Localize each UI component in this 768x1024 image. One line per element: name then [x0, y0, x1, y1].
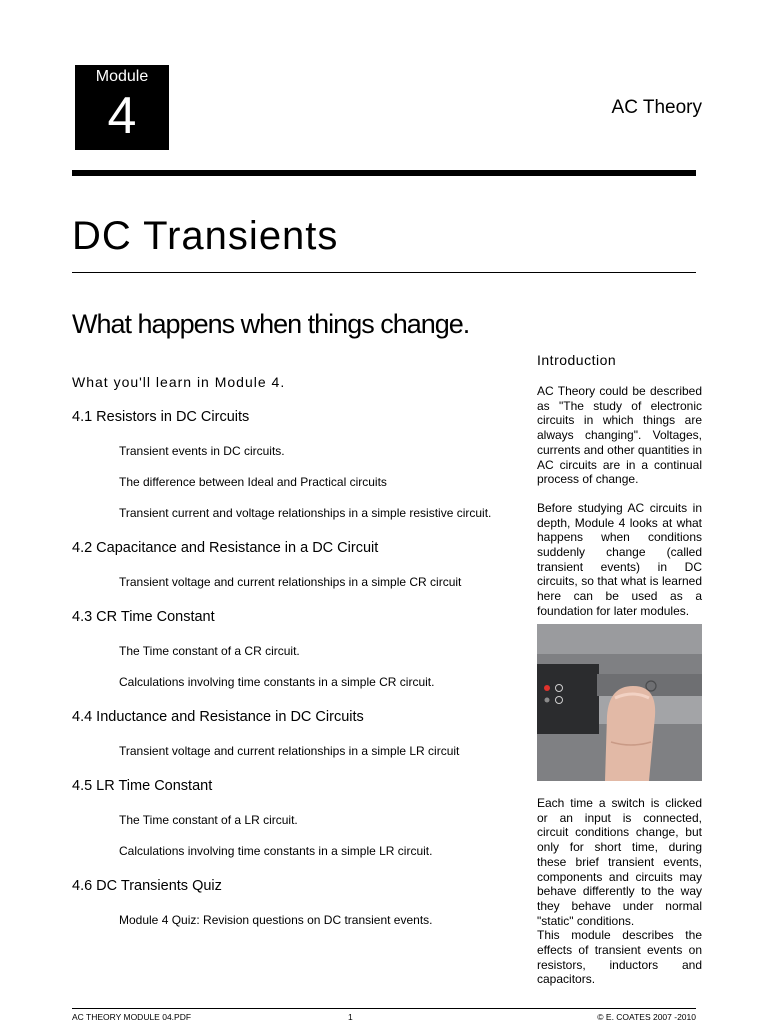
footer-page-number: 1 [348, 1012, 353, 1022]
section-item: Transient voltage and current relationships in a simple CR circuit [119, 575, 462, 589]
learn-heading: What you'll learn in Module 4. [72, 374, 286, 390]
section-item: The difference between Ideal and Practical circuits [119, 475, 387, 489]
section-4-1 [72, 405, 512, 522]
module-number: 4 [107, 87, 137, 145]
section-title: 4.5 LR Time Constant [72, 778, 213, 794]
section-4-5 [72, 774, 512, 860]
title-divider [72, 272, 696, 273]
section-item: Calculations involving time constants in a simple CR circuit. [119, 675, 435, 689]
switch-photo [537, 624, 702, 781]
section-title: 4.2 Capacitance and Resistance in a DC Circuit [72, 540, 379, 556]
section-4-4 [72, 705, 512, 760]
section-title: 4.3 CR Time Constant [72, 609, 215, 625]
header-subject: AC Theory [611, 97, 702, 118]
intro-heading: Introduction [537, 352, 617, 368]
module-label: Module [95, 68, 149, 85]
footer-copyright: © E. COATES 2007 -2010 [597, 1012, 696, 1022]
footer-filename: AC THEORY MODULE 04.PDF [72, 1012, 192, 1022]
page-subtitle: What happens when things change. [72, 309, 470, 339]
section-4-2 [72, 536, 512, 591]
section-4-6 [72, 874, 512, 929]
section-title: 4.1 Resistors in DC Circuits [72, 409, 250, 425]
section-item: The Time constant of a CR circuit. [119, 644, 300, 658]
finger-pressing-switch-illustration [537, 624, 702, 781]
intro-paragraph: AC Theory could be described as "The study of electronic circuits in which things are always changing". Voltages, currents and other quantities in AC circuits are in a continual process of change. [537, 384, 702, 487]
module-badge [75, 65, 169, 150]
intro-paragraph: Before studying AC circuits in depth, Module 4 looks at what happens when conditions suddenly change (called transient events) in DC circuits, so that what is learned here can be used as a foundation for later modules. [537, 500, 702, 618]
section-title: 4.6 DC Transients Quiz [72, 878, 222, 894]
section-4-3 [72, 605, 512, 691]
section-item: Module 4 Quiz: Revision questions on DC transient events. [119, 913, 433, 927]
page-title: DC Transients [72, 214, 339, 258]
section-item: Transient voltage and current relationships in a simple LR circuit [119, 744, 460, 758]
intro-sidebar [537, 350, 702, 619]
section-title: 4.4 Inductance and Resistance in DC Circuits [72, 709, 364, 725]
footer-divider [72, 1008, 696, 1009]
section-item: Transient events in DC circuits. [119, 444, 285, 458]
sidebar-paragraph: This module describes the effects of transient events on resistors, inductors and capacitors. [537, 928, 702, 987]
header-divider [72, 170, 696, 176]
section-item: Calculations involving time constants in a simple LR circuit. [119, 844, 433, 858]
section-item: The Time constant of a LR circuit. [119, 813, 298, 827]
sidebar-paragraph: Each time a switch is clicked or an input is connected, circuit conditions change, but only for short time, during these brief transient events, components and circuits may behave differently to the way they behave under normal "static" conditions. [537, 796, 702, 928]
transient-sidebar [537, 796, 702, 987]
section-list [72, 405, 512, 929]
section-item: Transient current and voltage relationships in a simple resistive circuit. [119, 506, 492, 520]
